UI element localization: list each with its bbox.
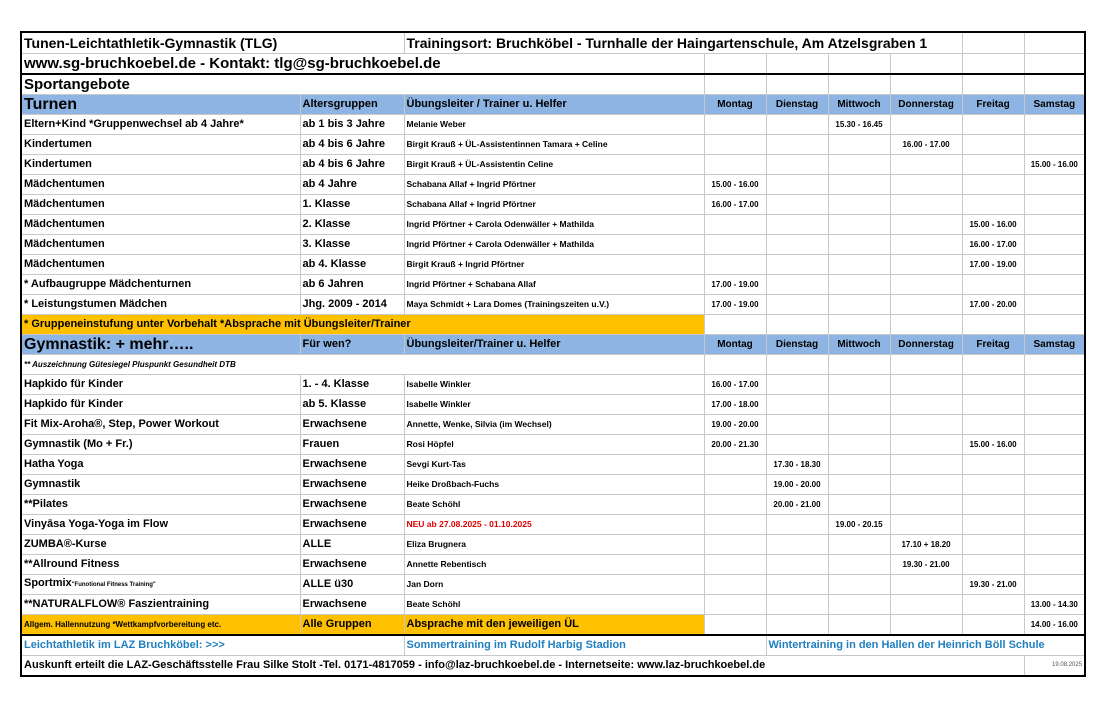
award-row — [21, 355, 1085, 375]
column-header: Montag — [704, 335, 766, 355]
column-header: Dienstag — [766, 335, 828, 355]
age-group: Frauen — [300, 435, 404, 455]
course-name: Kindertumen — [21, 155, 300, 175]
column-header: Donnerstag — [890, 95, 962, 115]
time-slot: 19.30 - 21.00 — [890, 555, 962, 575]
time-slot — [704, 515, 766, 535]
time-slot — [704, 575, 766, 595]
age-group: ab 4 bis 6 Jahre — [300, 155, 404, 175]
time-slot: 17.00 - 19.00 — [962, 255, 1024, 275]
age-group: 1. - 4. Klasse — [300, 375, 404, 395]
empty-cell — [890, 615, 962, 636]
empty-cell — [766, 355, 828, 375]
time-slot — [828, 195, 890, 215]
time-slot — [704, 135, 766, 155]
time-slot — [766, 435, 828, 455]
time-slot — [962, 555, 1024, 575]
time-slot: 13.00 - 14.30 — [1024, 595, 1085, 615]
time-slot — [1024, 455, 1085, 475]
empty-cell — [704, 355, 766, 375]
table-row — [21, 295, 1085, 315]
table-row — [21, 595, 1085, 615]
table-row — [21, 255, 1085, 275]
course-name: ZUMBA®-Kurse — [21, 535, 300, 555]
table-row — [21, 475, 1085, 495]
trainer: Birgit Krauß + ÜL-Assistentinnen Tamara + Celine — [404, 135, 704, 155]
time-slot: 17.00 - 19.00 — [704, 295, 766, 315]
section-header-row — [21, 95, 1085, 115]
course-name: Hapkido für Kinder — [21, 375, 300, 395]
trainer: Ingrid Pförtner + Carola Odenwäller + Mathilda — [404, 235, 704, 255]
time-slot — [890, 475, 962, 495]
time-slot — [828, 575, 890, 595]
time-slot — [828, 535, 890, 555]
time-slot: 17.10 + 18.20 — [890, 535, 962, 555]
course-name: Mädchentumen — [21, 215, 300, 235]
time-slot: 20.00 - 21.30 — [704, 435, 766, 455]
empty-cell — [890, 355, 962, 375]
age-group: Erwachsene — [300, 495, 404, 515]
time-slot — [1024, 275, 1085, 295]
column-header: Mittwoch — [828, 335, 890, 355]
info-line: Auskunft erteilt die LAZ-Geschäftsstelle Frau Silke Stolt -Tel. 0171-4817059 - info@laz-bruchkoebel.de - Internetseite: www.laz-bruchkoebel.de — [21, 656, 1024, 677]
course-name: **NATURALFLOW® Faszientraining — [21, 595, 300, 615]
time-slot — [1024, 535, 1085, 555]
trainer: Isabelle Winkler — [404, 375, 704, 395]
course-name: Mädchentumen — [21, 195, 300, 215]
time-slot — [1024, 475, 1085, 495]
course-name: * Leistungstumen Mädchen — [21, 295, 300, 315]
time-slot — [962, 475, 1024, 495]
time-slot: 19.30 - 21.00 — [962, 575, 1024, 595]
time-slot: 16.00 - 17.00 — [890, 135, 962, 155]
time-slot: 16.00 - 17.00 — [704, 195, 766, 215]
course-name: Gymnastik (Mo + Fr.) — [21, 435, 300, 455]
empty-cell — [828, 315, 890, 335]
print-date: 19.08.2025 — [1024, 656, 1085, 677]
course-name: Eltern+Kind *Gruppenwechsel ab 4 Jahre* — [21, 115, 300, 135]
time-slot — [704, 215, 766, 235]
trainer: Schabana Allaf + Ingrid Pförtner — [404, 175, 704, 195]
time-slot: 16.00 - 17.00 — [704, 375, 766, 395]
column-header: Freitag — [962, 335, 1024, 355]
table-row — [21, 155, 1085, 175]
trainer: Sevgi Kurt-Tas — [404, 455, 704, 475]
time-slot: 19.00 - 20.15 — [828, 515, 890, 535]
time-slot — [1024, 115, 1085, 135]
time-slot — [890, 375, 962, 395]
trainer: Eliza Brugnera — [404, 535, 704, 555]
course-name: Mädchentumen — [21, 175, 300, 195]
age-group: Erwachsene — [300, 475, 404, 495]
time-slot — [704, 595, 766, 615]
table-row — [21, 135, 1085, 155]
course-name: **Pilates — [21, 495, 300, 515]
time-slot — [1024, 175, 1085, 195]
age-group: ab 4 Jahre — [300, 175, 404, 195]
hall-usage-row — [21, 615, 1085, 636]
empty-cell — [828, 355, 890, 375]
empty-cell — [704, 615, 766, 636]
time-slot — [766, 275, 828, 295]
trainer: Annette, Wenke, Silvia (im Wechsel) — [404, 415, 704, 435]
time-slot — [890, 515, 962, 535]
time-slot — [828, 395, 890, 415]
time-slot — [828, 435, 890, 455]
column-header: Donnerstag — [890, 335, 962, 355]
time-slot — [890, 195, 962, 215]
age-group: ab 4 bis 6 Jahre — [300, 135, 404, 155]
table-row — [21, 375, 1085, 395]
column-header: Mittwoch — [828, 95, 890, 115]
course-name: Allgem. Hallennutzung *Wettkampfvorbereitung etc. — [21, 615, 300, 636]
time-slot — [890, 415, 962, 435]
time-slot — [766, 215, 828, 235]
trainer: Maya Schmidt + Lara Domes (Trainingszeiten u.V.) — [404, 295, 704, 315]
schedule-table — [20, 31, 1086, 677]
time-slot — [828, 255, 890, 275]
column-header: Für wen? — [300, 335, 404, 355]
table-row — [21, 115, 1085, 135]
course-name: Vinyāsa Yoga-Yoga im Flow — [21, 515, 300, 535]
trainer: Heike Droßbach-Fuchs — [404, 475, 704, 495]
section-header: Gymnastik: + mehr….. — [21, 335, 300, 355]
age-group: Erwachsene — [300, 515, 404, 535]
age-group: ab 4. Klasse — [300, 255, 404, 275]
trainer: Birgit Krauß + ÜL-Assistentin Celine — [404, 155, 704, 175]
time-slot — [828, 495, 890, 515]
award-note: ** Auszeichnung Gütesiegel Pluspunkt Gesundheit DTB — [21, 355, 704, 375]
time-slot — [890, 275, 962, 295]
time-slot — [1024, 555, 1085, 575]
time-slot — [1024, 495, 1085, 515]
course-name: Sportmix"Funotional Fitness Training" — [21, 575, 300, 595]
time-slot — [704, 475, 766, 495]
column-header: Dienstag — [766, 95, 828, 115]
time-slot: 17.00 - 19.00 — [704, 275, 766, 295]
column-header: Übungsleiter / Trainer u. Helfer — [404, 95, 704, 115]
time-slot: 17.00 - 20.00 — [962, 295, 1024, 315]
time-slot — [1024, 575, 1085, 595]
table-row — [21, 235, 1085, 255]
trainer: Absprache mit den jeweiligen ÜL — [404, 615, 704, 636]
course-name: Mädchentumen — [21, 235, 300, 255]
time-slot — [766, 415, 828, 435]
time-slot — [766, 235, 828, 255]
empty-cell — [766, 615, 828, 636]
time-slot — [766, 115, 828, 135]
age-group: Erwachsene — [300, 555, 404, 575]
time-slot — [828, 295, 890, 315]
group-note: * Gruppeneinstufung unter Vorbehalt *Absprache mit Übungsleiter/Trainer — [21, 315, 704, 335]
course-name: Fit Mix-Aroha®, Step, Power Workout — [21, 415, 300, 435]
contact-line[interactable]: www.sg-bruchkoebel.de - Kontakt: tlg@sg-bruchkoebel.de — [21, 54, 704, 75]
time-slot: 20.00 - 21.00 — [766, 495, 828, 515]
sportmix-subtitle: "Funotional Fitness Training" — [71, 582, 156, 588]
winter-training: Wintertraining in den Hallen der Heinrich Böll Schule — [766, 635, 1085, 656]
empty-cell — [1024, 315, 1085, 335]
time-slot — [704, 455, 766, 475]
age-group: ab 6 Jahren — [300, 275, 404, 295]
time-slot — [828, 155, 890, 175]
time-slot — [766, 155, 828, 175]
table-row — [21, 175, 1085, 195]
column-header: Samstag — [1024, 335, 1085, 355]
age-group: Jhg. 2009 - 2014 — [300, 295, 404, 315]
time-slot — [962, 455, 1024, 475]
time-slot — [890, 255, 962, 275]
time-slot: 15.00 - 16.00 — [1024, 155, 1085, 175]
course-name: Mädchentumen — [21, 255, 300, 275]
time-slot — [1024, 135, 1085, 155]
table-row — [21, 575, 1085, 595]
time-slot — [890, 155, 962, 175]
trainer: Jan Dorn — [404, 575, 704, 595]
trainer: Ingrid Pförtner + Carola Odenwäller + Mathilda — [404, 215, 704, 235]
time-slot — [704, 495, 766, 515]
time-slot — [890, 595, 962, 615]
time-slot — [890, 175, 962, 195]
time-slot — [828, 375, 890, 395]
time-slot — [828, 135, 890, 155]
column-header: Samstag — [1024, 95, 1085, 115]
laz-link[interactable]: Leichtathletik im LAZ Bruchköbel: >>> — [21, 635, 404, 656]
time-slot — [890, 435, 962, 455]
time-slot — [828, 595, 890, 615]
time-slot — [962, 135, 1024, 155]
table-row — [21, 275, 1085, 295]
column-header: Übungsleiter/Trainer u. Helfer — [404, 335, 704, 355]
time-slot: 14.00 - 16.00 — [1024, 615, 1085, 636]
time-slot — [828, 475, 890, 495]
table-row — [21, 215, 1085, 235]
time-slot — [766, 595, 828, 615]
time-slot — [890, 235, 962, 255]
time-slot — [828, 175, 890, 195]
time-slot — [962, 275, 1024, 295]
time-slot — [828, 215, 890, 235]
time-slot — [962, 535, 1024, 555]
age-group: ALLE — [300, 535, 404, 555]
time-slot — [766, 535, 828, 555]
time-slot: 17.30 - 18.30 — [766, 455, 828, 475]
time-slot — [766, 255, 828, 275]
table-row — [21, 455, 1085, 475]
time-slot — [766, 515, 828, 535]
table-row — [21, 515, 1085, 535]
time-slot — [704, 155, 766, 175]
time-slot — [1024, 395, 1085, 415]
trainer: Beate Schöhl — [404, 595, 704, 615]
org-title: Tunen-Leichtathletik-Gymnastik (TLG) — [21, 32, 404, 54]
time-slot: 19.00 - 20.00 — [704, 415, 766, 435]
time-slot — [890, 495, 962, 515]
time-slot: 15.00 - 16.00 — [962, 435, 1024, 455]
time-slot: 17.00 - 18.00 — [704, 395, 766, 415]
time-slot — [704, 255, 766, 275]
time-slot — [962, 595, 1024, 615]
time-slot — [962, 175, 1024, 195]
trainer: NEU ab 27.08.2025 - 01.10.2025 — [404, 515, 704, 535]
time-slot — [1024, 375, 1085, 395]
time-slot — [766, 555, 828, 575]
time-slot — [1024, 295, 1085, 315]
time-slot — [1024, 515, 1085, 535]
trainer: Schabana Allaf + Ingrid Pförtner — [404, 195, 704, 215]
trainer: Birgit Krauß + Ingrid Pförtner — [404, 255, 704, 275]
time-slot — [890, 455, 962, 475]
time-slot: 15.00 - 16.00 — [704, 175, 766, 195]
time-slot — [1024, 415, 1085, 435]
time-slot — [962, 115, 1024, 135]
note-row — [21, 315, 1085, 335]
trainer: Isabelle Winkler — [404, 395, 704, 415]
time-slot — [704, 115, 766, 135]
time-slot — [704, 555, 766, 575]
time-slot — [1024, 255, 1085, 275]
time-slot — [962, 415, 1024, 435]
table-row — [21, 535, 1085, 555]
section-header-row — [21, 335, 1085, 355]
column-header: Montag — [704, 95, 766, 115]
age-group: Erwachsene — [300, 595, 404, 615]
time-slot — [962, 375, 1024, 395]
time-slot — [962, 495, 1024, 515]
trainer: Beate Schöhl — [404, 495, 704, 515]
time-slot — [766, 395, 828, 415]
time-slot — [828, 555, 890, 575]
time-slot — [766, 195, 828, 215]
training-location: Trainingsort: Bruchköbel - Turnhalle der Haingartenschule, Am Atzelsgraben 1 — [404, 32, 962, 54]
time-slot — [704, 535, 766, 555]
time-slot: 15.30 - 16.45 — [828, 115, 890, 135]
time-slot — [1024, 435, 1085, 455]
age-group: 2. Klasse — [300, 215, 404, 235]
course-name: Gymnastik — [21, 475, 300, 495]
table-row — [21, 395, 1085, 415]
course-name: Hapkido für Kinder — [21, 395, 300, 415]
table-row — [21, 435, 1085, 455]
trainer: Annette Rebentisch — [404, 555, 704, 575]
time-slot — [962, 155, 1024, 175]
time-slot — [766, 295, 828, 315]
column-header: Freitag — [962, 95, 1024, 115]
age-group: ALLE ü30 — [300, 575, 404, 595]
age-group: Erwachsene — [300, 415, 404, 435]
age-group: 1. Klasse — [300, 195, 404, 215]
age-group: Alle Gruppen — [300, 615, 404, 636]
table-row — [21, 495, 1085, 515]
time-slot — [704, 235, 766, 255]
time-slot — [890, 215, 962, 235]
course-name: **Allround Fitness — [21, 555, 300, 575]
time-slot — [766, 375, 828, 395]
empty-cell — [828, 615, 890, 636]
empty-cell — [704, 315, 766, 335]
empty-cell — [962, 355, 1024, 375]
time-slot — [962, 195, 1024, 215]
empty-cell — [962, 315, 1024, 335]
time-slot — [766, 135, 828, 155]
empty-cell — [1024, 355, 1085, 375]
time-slot — [1024, 235, 1085, 255]
course-name: * Aufbaugruppe Mädchenturnen — [21, 275, 300, 295]
course-name: Kindertumen — [21, 135, 300, 155]
summer-training: Sommertraining im Rudolf Harbig Stadion — [404, 635, 766, 656]
time-slot — [890, 575, 962, 595]
time-slot: 19.00 - 20.00 — [766, 475, 828, 495]
time-slot — [828, 235, 890, 255]
time-slot — [962, 395, 1024, 415]
age-group: 3. Klasse — [300, 235, 404, 255]
time-slot — [828, 415, 890, 435]
age-group: ab 5. Klasse — [300, 395, 404, 415]
time-slot — [766, 175, 828, 195]
section-title: Sportangebote — [21, 74, 704, 95]
empty-cell — [962, 615, 1024, 636]
trainer: Ingrid Pförtner + Schabana Allaf — [404, 275, 704, 295]
time-slot — [1024, 215, 1085, 235]
time-slot — [828, 455, 890, 475]
age-group: ab 1 bis 3 Jahre — [300, 115, 404, 135]
trainer: Melanie Weber — [404, 115, 704, 135]
course-name: Hatha Yoga — [21, 455, 300, 475]
time-slot: 15.00 - 16.00 — [962, 215, 1024, 235]
table-row — [21, 195, 1085, 215]
section-header: Turnen — [21, 95, 300, 115]
column-header: Altersgruppen — [300, 95, 404, 115]
time-slot — [1024, 195, 1085, 215]
empty-cell — [766, 315, 828, 335]
time-slot — [890, 395, 962, 415]
time-slot: 16.00 - 17.00 — [962, 235, 1024, 255]
table-row — [21, 555, 1085, 575]
time-slot — [766, 575, 828, 595]
time-slot — [890, 115, 962, 135]
empty-cell — [890, 315, 962, 335]
time-slot — [890, 295, 962, 315]
time-slot — [828, 275, 890, 295]
time-slot — [962, 515, 1024, 535]
age-group: Erwachsene — [300, 455, 404, 475]
trainer: Rosi Höpfel — [404, 435, 704, 455]
table-row — [21, 415, 1085, 435]
